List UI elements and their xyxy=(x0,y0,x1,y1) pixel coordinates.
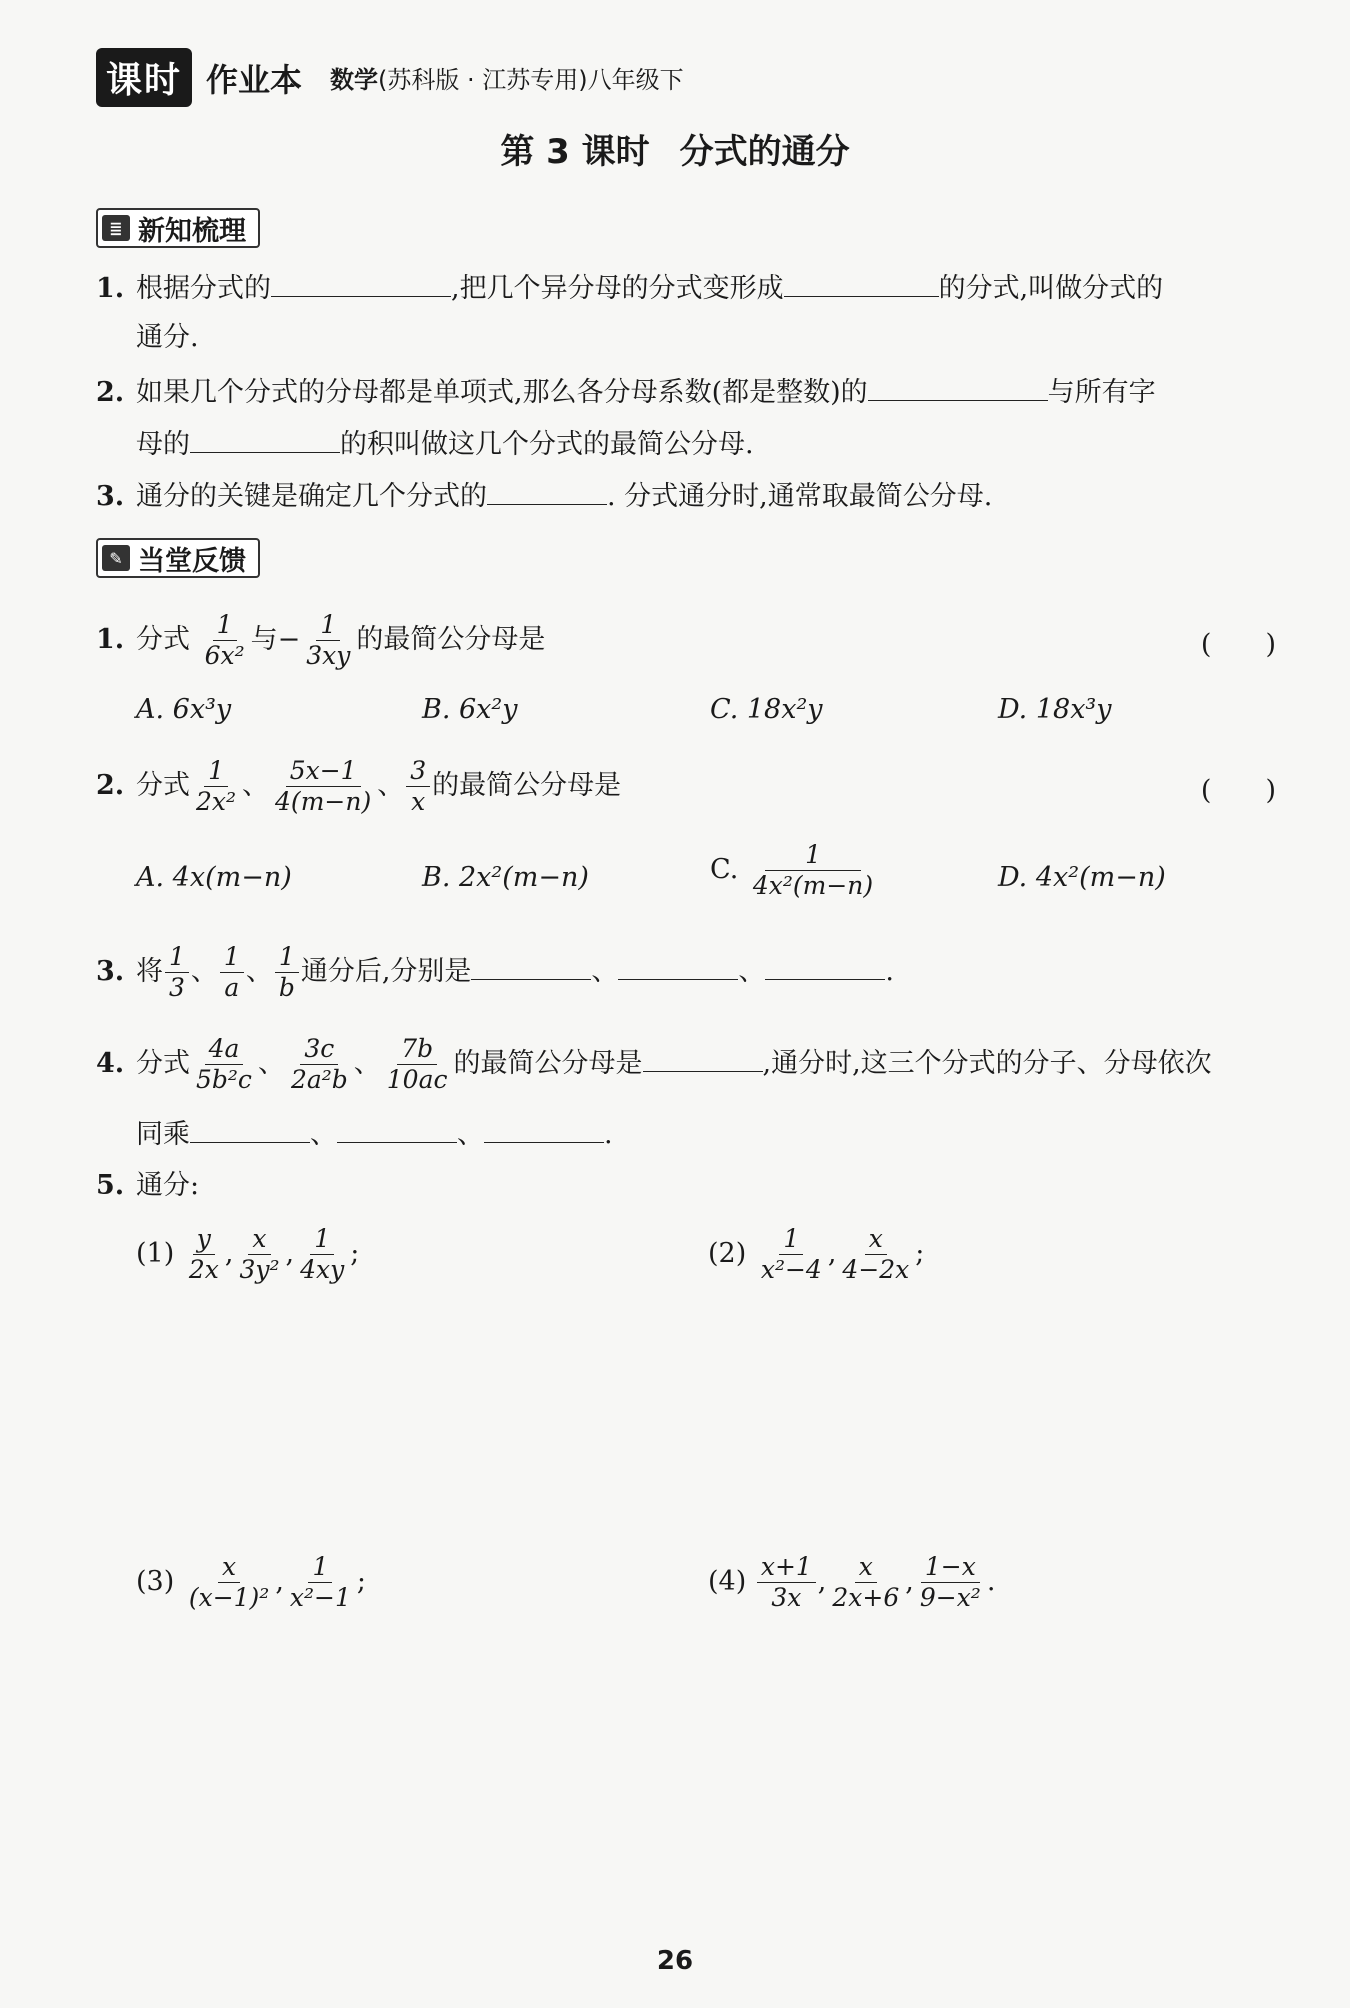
q-suffix: 的最简公分母是 xyxy=(356,624,546,655)
denominator: 10ac xyxy=(386,1065,448,1094)
numerator: 1 xyxy=(275,942,299,973)
lesson-name: 分式的通分 xyxy=(679,132,850,172)
denominator: (x−1)² xyxy=(188,1583,270,1612)
numerator: 1 xyxy=(765,840,861,871)
fraction xyxy=(406,756,430,817)
question-number: 2. xyxy=(96,770,125,801)
option-c[interactable]: C. 18x²y xyxy=(710,694,823,725)
fraction xyxy=(165,942,189,1003)
separator: , xyxy=(905,1566,914,1597)
denominator: 4(m−n) xyxy=(275,787,372,816)
numerator: x+1 xyxy=(757,1552,816,1583)
q5-title: 通分: xyxy=(136,1170,200,1201)
feedback-q2 xyxy=(96,756,621,817)
numerator: 1 xyxy=(204,756,228,787)
denominator: 2x xyxy=(188,1255,219,1284)
feedback-q3 xyxy=(96,942,894,1003)
denominator: 3y² xyxy=(239,1255,280,1284)
fraction xyxy=(287,1034,352,1095)
option-a[interactable]: A. 6x³y xyxy=(136,694,232,725)
fraction xyxy=(383,1034,452,1095)
part-label: (3) xyxy=(136,1566,175,1597)
denominator: 3x xyxy=(771,1583,802,1612)
option-b[interactable]: B. 6x²y xyxy=(422,694,518,725)
numerator: 7b xyxy=(397,1034,437,1065)
q2-text-b: 与所有字 xyxy=(1047,377,1156,408)
numerator: 3c xyxy=(300,1034,338,1065)
fraction xyxy=(275,942,299,1003)
denominator: 2x² xyxy=(196,787,237,816)
denominator: b xyxy=(278,973,295,1002)
q-suffix: 通分后,分别是 xyxy=(300,956,472,987)
q2-text-c: 母的 xyxy=(136,429,190,460)
fraction xyxy=(286,1552,355,1613)
fraction xyxy=(192,1034,256,1095)
numerator: 1 xyxy=(220,942,244,973)
denominator: 4xy xyxy=(300,1255,345,1284)
fraction xyxy=(185,1552,273,1613)
pencil-icon: ✎ xyxy=(102,545,130,571)
separator: 、 xyxy=(242,770,270,801)
denominator: 2a²b xyxy=(290,1065,348,1094)
brand-subtitle: 作业本 xyxy=(206,60,303,99)
answer-blank[interactable] xyxy=(765,949,885,980)
fraction xyxy=(192,756,240,817)
period: ; xyxy=(350,1238,360,1269)
q3-text-b: . 分式通分时,通常取最简公分母. xyxy=(607,481,993,512)
answer-blank[interactable] xyxy=(471,949,591,980)
fraction xyxy=(201,610,249,671)
fraction xyxy=(220,942,244,1003)
question-number: 3. xyxy=(96,481,125,512)
answer-blank[interactable] xyxy=(868,370,1048,401)
page-number: 26 xyxy=(656,1946,694,1976)
separator: 、 xyxy=(457,1119,484,1150)
feedback-q5 xyxy=(96,1166,199,1206)
denominator: x²−4 xyxy=(760,1255,822,1284)
question-number: 5. xyxy=(96,1170,125,1201)
denominator: x xyxy=(411,787,426,816)
answer-paren[interactable]: ( ) xyxy=(1200,629,1276,660)
denominator: 6x² xyxy=(204,641,245,670)
answer-blank[interactable] xyxy=(271,266,451,297)
separator: , xyxy=(827,1238,837,1269)
separator: 、 xyxy=(190,956,218,987)
lesson-number: 第 3 课时 xyxy=(500,132,650,172)
numerator: 1 xyxy=(213,610,237,641)
numerator: 4a xyxy=(205,1034,244,1065)
q5-part1 xyxy=(136,1224,359,1285)
q-line2: 同乘 xyxy=(136,1119,190,1150)
numerator: 1 xyxy=(316,610,340,641)
numerator: x xyxy=(855,1552,877,1583)
denominator: 3 xyxy=(169,973,185,1002)
separator: , xyxy=(285,1238,295,1269)
denominator: 3xy xyxy=(306,641,351,670)
fraction xyxy=(916,1552,985,1613)
denominator: 2x+6 xyxy=(832,1583,900,1612)
denominator: a xyxy=(224,973,240,1002)
numerator: 5x−1 xyxy=(286,756,361,787)
numerator: 1 xyxy=(165,942,189,973)
numerator: x xyxy=(248,1224,270,1255)
option-a[interactable]: A. 4x(m−n) xyxy=(136,862,292,893)
numerator: x xyxy=(218,1552,240,1583)
separator: 、 xyxy=(257,1048,285,1079)
part-label: (4) xyxy=(708,1566,747,1597)
fraction xyxy=(185,1224,223,1285)
fraction xyxy=(271,756,375,817)
separator: 、 xyxy=(738,956,766,987)
q2-text-a: 如果几个分式的分母都是单项式,那么各分母系数(都是整数)的 xyxy=(136,377,868,408)
numerator: 1 xyxy=(779,1224,803,1255)
fraction xyxy=(757,1224,826,1285)
option-d[interactable]: D. 4x²(m−n) xyxy=(998,862,1166,893)
answer-blank[interactable] xyxy=(484,1112,604,1143)
fraction xyxy=(838,1224,913,1285)
feedback-q1 xyxy=(96,610,545,671)
q-prefix: 分式 xyxy=(136,624,190,655)
knowledge-q1-cont xyxy=(136,318,199,358)
book-icon: ≣ xyxy=(102,215,130,241)
feedback-q4-cont xyxy=(136,1112,613,1155)
answer-blank[interactable] xyxy=(784,266,939,297)
q2-text-d: 的积叫做这几个分式的最简公分母. xyxy=(340,429,754,460)
answer-blank[interactable] xyxy=(643,1041,763,1072)
q5-part2 xyxy=(708,1224,924,1285)
fraction xyxy=(749,840,877,901)
separator: 、 xyxy=(245,956,273,987)
answer-blank[interactable] xyxy=(618,949,738,980)
numerator: 1−x xyxy=(921,1552,980,1583)
page-header xyxy=(96,48,684,107)
q5-part4 xyxy=(708,1552,995,1613)
separator: , xyxy=(224,1238,234,1269)
separator: 、 xyxy=(591,956,619,987)
fraction xyxy=(757,1552,816,1613)
separator: 、 xyxy=(310,1119,337,1150)
q-suffix: 的最简公分母是 xyxy=(453,1048,643,1079)
period: . xyxy=(604,1119,613,1150)
q1-text-a: 根据分式的 xyxy=(136,273,271,304)
separator: , xyxy=(275,1566,284,1597)
section-feedback-label: 当堂反馈 xyxy=(138,545,246,577)
book-info xyxy=(330,60,684,95)
option-c[interactable] xyxy=(710,840,879,901)
question-number: 2. xyxy=(96,377,125,408)
period: . xyxy=(885,956,895,987)
q1-text-b: ,把几个异分母的分式变形成 xyxy=(451,273,784,304)
denominator: x²−1 xyxy=(289,1583,351,1612)
part-label: (1) xyxy=(136,1238,175,1269)
knowledge-q1 xyxy=(96,266,1163,309)
knowledge-q2 xyxy=(96,370,1156,413)
separator: 、 xyxy=(377,770,405,801)
separator: , xyxy=(817,1566,827,1597)
fraction xyxy=(828,1552,903,1613)
option-b[interactable]: B. 2x²(m−n) xyxy=(422,862,589,893)
period: . xyxy=(986,1566,996,1597)
question-number: 4. xyxy=(96,1048,125,1079)
denominator: 5b²c xyxy=(196,1065,252,1094)
q1-text-c: 的分式,叫做分式的 xyxy=(938,273,1164,304)
section-knowledge xyxy=(96,208,260,248)
period: ; xyxy=(356,1566,367,1597)
denominator: 4x²(m−n) xyxy=(752,871,874,900)
period: ; xyxy=(915,1238,925,1269)
q-prefix: 分式 xyxy=(136,770,190,801)
denominator: 9−x² xyxy=(919,1583,981,1612)
numerator: 1 xyxy=(310,1224,334,1255)
question-number: 1. xyxy=(96,273,125,304)
numerator: x xyxy=(865,1224,887,1255)
question-number: 1. xyxy=(96,624,125,655)
q5-part3 xyxy=(136,1552,366,1613)
knowledge-q2-cont xyxy=(136,422,754,465)
q3-text-a: 通分的关键是确定几个分式的 xyxy=(136,481,487,512)
fraction xyxy=(296,1224,348,1285)
q-mid: 与− xyxy=(250,624,301,655)
edition-label: (苏科版 · 江苏专用)八年级下 xyxy=(378,66,684,94)
answer-blank[interactable] xyxy=(190,1112,310,1143)
section-knowledge-label: 新知梳理 xyxy=(138,215,246,247)
q-prefix: 分式 xyxy=(136,1048,190,1079)
separator: 、 xyxy=(353,1048,381,1079)
q-suffix: 的最简公分母是 xyxy=(432,770,622,801)
numerator: y xyxy=(193,1224,215,1255)
answer-blank[interactable] xyxy=(190,422,340,453)
fraction xyxy=(235,1224,283,1285)
brand-logo: 课时 xyxy=(96,48,192,107)
section-feedback xyxy=(96,538,260,578)
answer-paren[interactable]: ( ) xyxy=(1200,775,1276,806)
subject-label: 数学 xyxy=(330,66,379,94)
answer-blank[interactable] xyxy=(487,474,607,505)
part-label: (2) xyxy=(708,1238,747,1269)
q1-text-d: 通分. xyxy=(136,322,199,353)
option-d[interactable]: D. 18x³y xyxy=(998,694,1112,725)
answer-blank[interactable] xyxy=(337,1112,457,1143)
q-mid: ,通分时,这三个分式的分子、分母依次 xyxy=(762,1048,1212,1079)
denominator: 4−2x xyxy=(842,1255,910,1284)
lesson-title xyxy=(0,124,1350,173)
q-prefix: 将 xyxy=(136,956,163,987)
numerator: 1 xyxy=(308,1552,332,1583)
fraction xyxy=(302,610,354,671)
feedback-q4 xyxy=(96,1034,1212,1095)
knowledge-q3 xyxy=(96,474,992,517)
numerator: 3 xyxy=(406,756,430,787)
option-c-label: C. xyxy=(710,854,739,885)
question-number: 3. xyxy=(96,956,125,987)
